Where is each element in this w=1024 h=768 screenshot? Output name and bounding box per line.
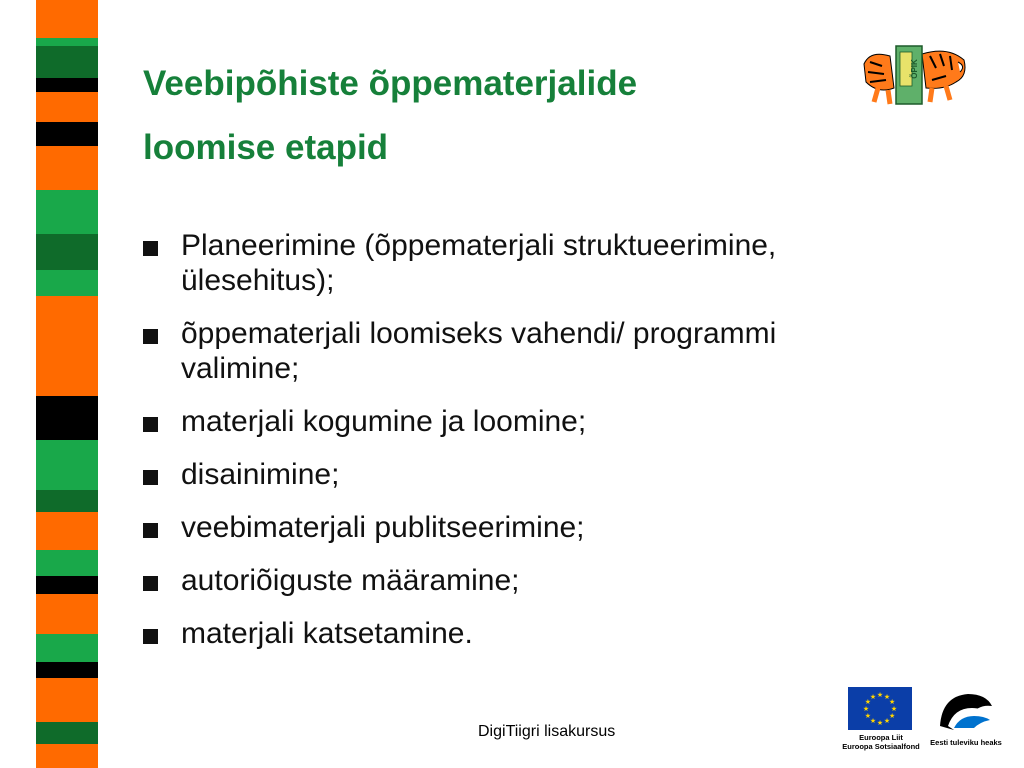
stripe-band	[36, 46, 98, 78]
book-label: ÕPIK	[910, 59, 919, 79]
stripe-band	[36, 234, 98, 270]
tiger-book-logo	[860, 36, 970, 108]
stripe-band	[36, 190, 98, 234]
stage-list-item	[143, 457, 1003, 492]
stripe-band	[36, 722, 98, 744]
stripe-band	[36, 78, 98, 92]
eu-flag-icon	[848, 687, 912, 730]
eu-star-icon: ★	[876, 692, 884, 699]
eu-star-icon: ★	[883, 693, 891, 701]
eu-caption-line-2: Euroopa Sotsiaalfond	[842, 742, 920, 751]
stripe-band	[36, 122, 98, 146]
stripe-band	[36, 296, 98, 396]
book-icon	[896, 46, 922, 104]
eu-caption	[836, 733, 926, 751]
eu-caption-line-1: Euroopa Liit	[859, 733, 903, 742]
stripe-band	[36, 662, 98, 678]
decorative-stripe-bar	[36, 0, 98, 768]
eu-star-icon: ★	[888, 699, 896, 706]
stage-text-line: materjali kogumine ja loomine;	[181, 405, 587, 438]
stage-list-item	[143, 616, 1003, 651]
stripe-band	[36, 512, 98, 550]
square-bullet-icon	[143, 470, 158, 485]
stage-text-line: ülesehitus);	[181, 264, 335, 297]
stage-text-line: valimine;	[181, 352, 300, 385]
stripe-band	[36, 396, 98, 440]
stage-list-item	[143, 563, 1003, 598]
stripe-band	[36, 0, 98, 38]
eu-star-icon: ★	[890, 706, 898, 713]
square-bullet-icon	[143, 329, 158, 344]
stripe-band	[36, 550, 98, 576]
stripe-band	[36, 440, 98, 490]
stripe-band	[36, 270, 98, 296]
footer-text: DigiTiigri lisakursus	[478, 723, 616, 740]
stage-list-item	[143, 316, 1003, 386]
stage-text-line: autoriõiguste määramine;	[181, 564, 520, 597]
stage-list-item	[143, 404, 1003, 439]
eu-star-icon: ★	[862, 706, 870, 713]
stage-list	[143, 228, 1003, 669]
slide-title	[143, 52, 783, 180]
stripe-band	[36, 576, 98, 594]
title-line-1: Veebipõhiste õppematerjalide	[143, 64, 638, 103]
stripe-band	[36, 490, 98, 512]
stripe-band	[36, 634, 98, 662]
eu-star-icon: ★	[864, 699, 872, 706]
stripe-band	[36, 594, 98, 634]
stripe-band	[36, 38, 98, 46]
stage-text-line: Planeerimine (õppematerjali struktueerimine,	[181, 229, 777, 262]
stage-text-line: õppematerjali loomiseks vahendi/ programmi	[181, 317, 777, 350]
estonia-future-logo-icon	[934, 686, 996, 734]
eu-star-icon: ★	[864, 713, 872, 720]
square-bullet-icon	[143, 523, 158, 538]
eu-star-icon: ★	[869, 693, 877, 701]
estonia-caption: Eesti tuleviku heaks	[930, 738, 1002, 747]
square-bullet-icon	[143, 417, 158, 432]
stripe-band	[36, 678, 98, 722]
stripe-band	[36, 744, 98, 768]
title-line-2: loomise etapid	[143, 128, 389, 167]
stage-text-line: veebimaterjali publitseerimine;	[181, 511, 585, 544]
square-bullet-icon	[143, 576, 158, 591]
stage-list-item	[143, 228, 1003, 298]
stripe-band	[36, 92, 98, 122]
stripe-band	[36, 146, 98, 190]
stage-text-line: disainimine;	[181, 458, 340, 491]
square-bullet-icon	[143, 241, 158, 256]
eu-star-icon: ★	[888, 713, 896, 720]
eu-star-icon: ★	[869, 718, 877, 726]
stage-text-line: materjali katsetamine.	[181, 617, 473, 650]
square-bullet-icon	[143, 629, 158, 644]
eu-star-icon: ★	[876, 720, 884, 727]
stage-list-item	[143, 510, 1003, 545]
eu-star-icon: ★	[883, 718, 891, 726]
